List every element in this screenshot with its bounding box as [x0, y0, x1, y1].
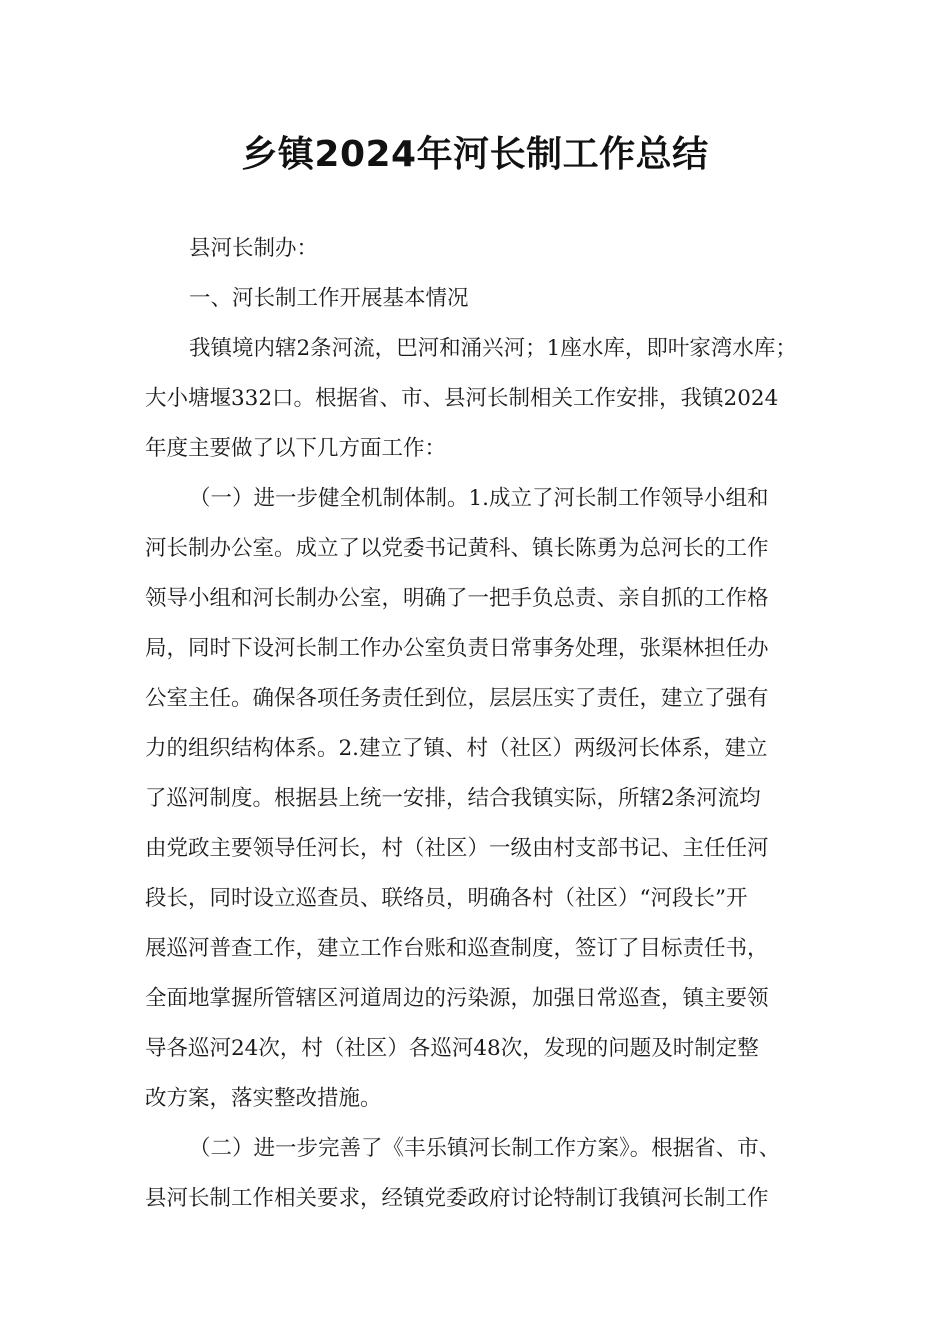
paragraph-line: 全面地掌握所管辖区河道周边的污染源，加强日常巡查，镇主要领: [145, 986, 769, 1011]
paragraph-line: （二）进一步完善了《丰乐镇河长制工作方案》。根据省、市、: [189, 1136, 781, 1161]
paragraph-line: 段长，同时设立巡查员、联络员，明确各村（社区）“河段长”开: [145, 886, 748, 911]
paragraph-line: （一）进一步健全机制体制。1.成立了河长制工作领导小组和: [189, 486, 769, 511]
paragraph-line: 力的组织结构体系。2.建立了镇、村（社区）两级河长体系，建立: [145, 736, 768, 761]
paragraph-line: 了巡河制度。根据县上统一安排，结合我镇实际，所辖2条河流均: [145, 786, 761, 811]
paragraph-line: 年度主要做了以下几方面工作：: [145, 436, 447, 461]
paragraph-line: 公室主任。确保各项任务责任到位，层层压实了责任，建立了强有: [145, 686, 769, 711]
salutation-line: 县河长制办：: [189, 236, 319, 261]
paragraph-line: 导各巡河24次，村（社区）各巡河48次，发现的问题及时制定整: [145, 1036, 759, 1061]
paragraph-line: 河长制办公室。成立了以党委书记黄科、镇长陈勇为总河长的工作: [145, 536, 769, 561]
paragraph-line: 我镇境内辖2条河流，巴河和涌兴河；1座水库，即叶家湾水库；: [189, 336, 797, 361]
paragraph-line: 改方案，落实整改措施。: [145, 1086, 382, 1111]
paragraph-line: 领导小组和河长制办公室，明确了一把手负总责、亲自抓的工作格: [145, 586, 769, 611]
paragraph-line: 由党政主要领导任河长，村（社区）一级由村支部书记、主任任河: [145, 836, 769, 861]
paragraph-line: 展巡河普查工作，建立工作台账和巡查制度，签订了目标责任书，: [145, 936, 769, 961]
document-title: 乡镇2024年河长制工作总结: [241, 134, 709, 175]
paragraph-line: 县河长制工作相关要求，经镇党委政府讨论特制订我镇河长制工作: [145, 1186, 769, 1211]
paragraph-line: 局，同时下设河长制工作办公室负责日常事务处理，张渠林担任办: [145, 636, 769, 661]
paragraph-line: 大小塘堰332口。根据省、市、县河长制相关工作安排，我镇2024: [145, 386, 779, 411]
document-body: [145, 224, 810, 1224]
section-heading: 一、河长制工作开展基本情况: [189, 286, 469, 311]
